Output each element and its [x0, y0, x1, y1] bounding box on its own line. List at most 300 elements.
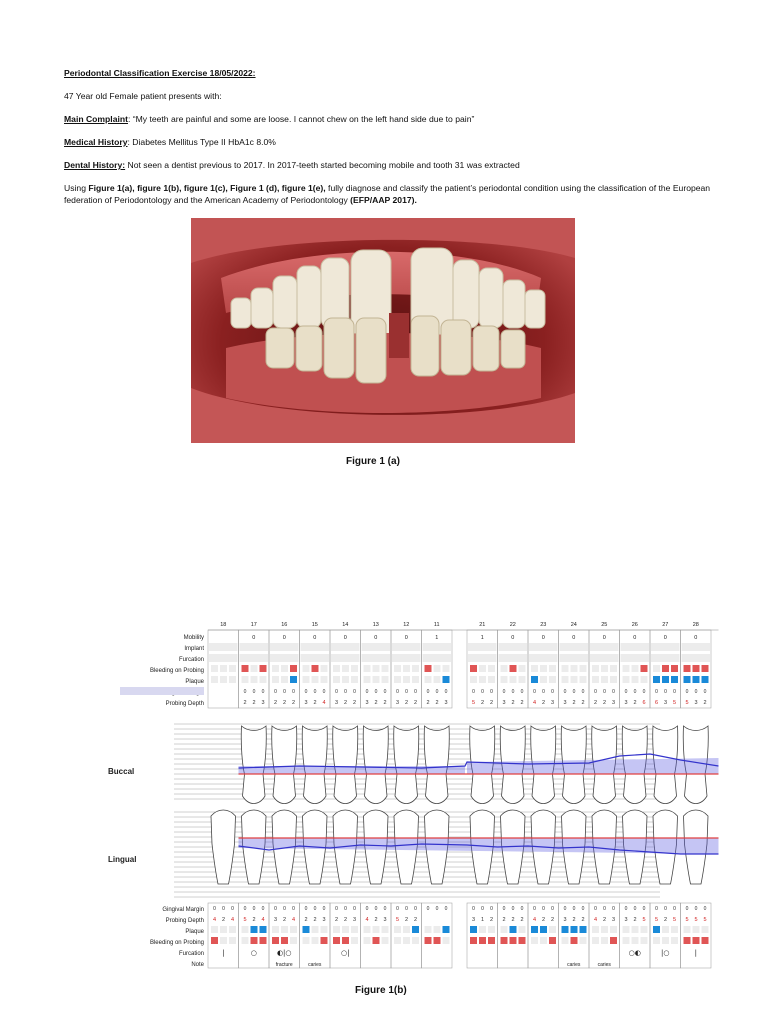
plaque-cell: [479, 676, 486, 683]
bleeding-cell: [251, 665, 258, 672]
probing-depth-value: 2: [252, 700, 256, 706]
gingival-margin-value: 0: [520, 906, 524, 912]
probing-depth-value: 2: [511, 700, 515, 706]
plaque-cell: [403, 676, 410, 683]
probing-depth-value: 3: [395, 700, 400, 706]
probing-depth-value: 2: [593, 700, 598, 706]
gingival-margin-value: 0: [633, 689, 637, 695]
gingival-margin-value: 0: [383, 689, 387, 695]
plaque-cell: [351, 676, 358, 683]
probing-depth-value: 5: [672, 917, 677, 923]
plaque-cell: [321, 676, 328, 683]
probing-depth-value: 2: [581, 917, 585, 923]
empty-cell: [240, 654, 269, 662]
upper-tooth-outline: [302, 726, 327, 804]
bleeding-cell: [540, 665, 547, 672]
probing-depth-value: 2: [541, 700, 546, 706]
bleeding-cell: [662, 665, 669, 672]
tooth-column-bottom: [208, 903, 239, 968]
probing-depth-value: 3: [563, 917, 567, 923]
gingival-margin-value: 0: [322, 689, 326, 695]
mobility-value: 0: [374, 635, 378, 641]
probing-depth-value: 2: [273, 700, 278, 706]
plaque-cell: [251, 926, 258, 933]
plaque-cell: [549, 926, 556, 933]
gingival-margin-value: 0: [405, 906, 408, 912]
plaque-cell: [272, 926, 279, 933]
plaque-cell: [443, 926, 450, 933]
probing-depth-value: 3: [352, 917, 357, 923]
gingival-margin-value: 0: [673, 906, 676, 912]
bleeding-cell: [272, 937, 279, 944]
mobility-value: 0: [282, 635, 286, 641]
probing-depth-value: 4: [322, 700, 326, 706]
gingival-margin-value: 0: [502, 906, 506, 912]
probing-depth-value: 2: [435, 700, 439, 706]
gingival-margin-value: 0: [472, 689, 475, 695]
upper-tooth-outline: [394, 726, 419, 804]
probing-depth-value: 4: [593, 917, 598, 923]
plaque-cell: [684, 926, 691, 933]
gingival-margin-value: 0: [405, 689, 408, 695]
gingival-margin-value: 0: [231, 906, 234, 912]
mobility-value: 0: [541, 635, 545, 641]
gingival-margin-value: 0: [642, 906, 646, 912]
probing-depth-value: 5: [395, 917, 400, 923]
plaque-cell: [242, 676, 249, 683]
tooth-number: 13: [372, 622, 379, 628]
probing-depth-value: 2: [221, 917, 226, 923]
tooth-column-bottom: [681, 903, 712, 968]
probing-depth-value: 3: [563, 700, 567, 706]
bleeding-cell: [562, 665, 569, 672]
gingival-margin-value: 0: [435, 906, 439, 912]
plaque-cell: [592, 926, 599, 933]
gingival-margin-value: 0: [365, 689, 369, 695]
tooth-column-bottom: [498, 903, 529, 968]
probing-depth-value: 2: [343, 700, 348, 706]
gingival-margin-value: 0: [685, 689, 689, 695]
plaque-cell: [342, 926, 349, 933]
plaque-cell: [211, 926, 218, 933]
gingival-margin-value: 0: [414, 689, 417, 695]
tooth-column-bottom: [467, 903, 498, 968]
row-label-top: Probing Depth: [165, 701, 204, 707]
tooth-column-bottom: [300, 903, 331, 968]
bleeding-cell: [531, 937, 538, 944]
probing-depth-value: 5: [471, 700, 476, 706]
furcation-value: ○|: [341, 949, 350, 957]
probing-depth-value: 3: [502, 700, 506, 706]
probing-depth-value: 4: [365, 917, 369, 923]
gingival-margin-value: 0: [344, 906, 347, 912]
plaque-cell: [531, 676, 538, 683]
probing-depth-value: 4: [532, 917, 537, 923]
plaque-cell: [601, 926, 608, 933]
note-value: caries: [597, 962, 611, 968]
plaque-cell: [641, 926, 648, 933]
gingival-margin-value: 0: [374, 906, 378, 912]
probing-depth-value: 3: [471, 917, 476, 923]
plaque-cell: [684, 676, 691, 683]
gingival-margin-value: 0: [292, 906, 295, 912]
gingival-margin-value: 0: [292, 689, 295, 695]
tooth-number: 12: [403, 622, 410, 628]
probing-depth-value: 2: [352, 700, 357, 706]
bleeding-cell: [702, 665, 709, 672]
gingival-margin-value: 0: [426, 689, 430, 695]
gingival-margin-value: 0: [353, 689, 356, 695]
gingival-margin-value: 0: [444, 689, 448, 695]
bleeding-cell: [434, 937, 441, 944]
plaque-cell: [303, 926, 310, 933]
plaque-cell: [434, 926, 441, 933]
bleeding-cell: [382, 665, 389, 672]
mobility-value: 0: [663, 635, 667, 641]
gingival-margin-value: 0: [511, 906, 515, 912]
gingival-margin-value: 0: [563, 689, 567, 695]
upper-tooth-outline: [241, 726, 266, 804]
tooth-number: 24: [570, 622, 577, 628]
probing-depth-value: 2: [304, 917, 308, 923]
empty-cell: [529, 643, 558, 651]
mobility-value: 0: [572, 635, 576, 641]
bleeding-cell: [519, 665, 526, 672]
plaque-cell: [229, 926, 236, 933]
probing-depth-value: 3: [611, 700, 616, 706]
plaque-cell: [382, 926, 389, 933]
gingival-margin-value: 0: [274, 906, 277, 912]
probing-depth-value: 5: [703, 917, 707, 923]
probing-depth-value: 3: [304, 700, 308, 706]
row-label-top: Furcation: [178, 657, 204, 663]
gingival-margin-value: 0: [472, 906, 475, 912]
gingival-margin-value: 0: [502, 689, 506, 695]
bleeding-cell: [632, 665, 639, 672]
tooth-number: 27: [662, 622, 669, 628]
bleeding-cell: [403, 665, 410, 672]
probing-depth-value: 2: [374, 917, 378, 923]
tooth-column-bottom: [559, 903, 590, 968]
plaque-cell: [425, 676, 432, 683]
tooth-column-bottom: [422, 903, 453, 968]
gingival-margin-value: 0: [703, 906, 707, 912]
bleeding-cell: [364, 665, 371, 672]
gingival-margin-value: 0: [481, 689, 484, 695]
note-value: fracture: [275, 962, 293, 968]
probing-depth-value: 2: [520, 917, 524, 923]
bleeding-cell: [470, 665, 477, 672]
bleeding-cell: [333, 665, 340, 672]
probing-depth-value: 2: [602, 700, 607, 706]
gingival-margin-value: 0: [313, 906, 317, 912]
row-label-bottom: Bleeding on Probing: [149, 940, 204, 946]
probing-depth-value: 3: [694, 700, 698, 706]
gingival-margin-value: 0: [396, 906, 399, 912]
bleeding-cell: [260, 937, 267, 944]
patient-intro: 47 Year old Female patient presents with:: [64, 91, 222, 101]
plaque-cell: [470, 926, 477, 933]
plaque-cell: [373, 926, 380, 933]
bleeding-cell: [211, 665, 218, 672]
plaque-cell: [623, 676, 630, 683]
plaque-cell: [394, 676, 401, 683]
bleeding-cell: [303, 937, 310, 944]
gingival-margin-value: 0: [435, 689, 439, 695]
instructions: Using Figure 1(a), figure 1(b), figure 1(c), Figure 1 (d), figure 1(e), fully diagnose and classify the patient’s periodontal condition using the classification of the European federation of Periodontology and the American Academy of Periodontology (EFP/AAP 2017).: [64, 183, 711, 205]
gingival-margin-value: 0: [563, 906, 567, 912]
bleeding-cell: [540, 937, 547, 944]
tooth-column-bottom: [239, 903, 270, 968]
plaque-cell: [662, 926, 669, 933]
bleeding-cell: [425, 937, 432, 944]
mobility-value: 0: [343, 635, 347, 641]
empty-cell: [423, 654, 452, 662]
plaque-cell: [519, 676, 526, 683]
bleeding-cell: [394, 665, 401, 672]
empty-cell: [590, 643, 619, 651]
probing-depth-value: 2: [511, 917, 515, 923]
bleeding-cell: [623, 937, 630, 944]
bleeding-cell: [321, 937, 328, 944]
gingival-margin-value: 0: [533, 906, 536, 912]
exercise-text: [64, 67, 714, 217]
furcation-value: |○: [661, 949, 670, 957]
probing-depth-value: 2: [602, 917, 607, 923]
bleeding-cell: [333, 937, 340, 944]
probing-depth-value: 2: [413, 700, 418, 706]
plaque-cell: [382, 676, 389, 683]
bleeding-cell: [671, 665, 678, 672]
tooth-column-bottom: [269, 903, 300, 968]
tooth-column-bottom: [528, 903, 559, 968]
plaque-cell: [479, 926, 486, 933]
gingival-margin-highlight: [120, 687, 204, 695]
probing-depth-value: 3: [322, 917, 326, 923]
gingival-margin-value: 0: [261, 689, 265, 695]
bleeding-cell: [373, 665, 380, 672]
mobility-value: 1: [435, 635, 439, 641]
plaque-cell: [610, 676, 617, 683]
bleeding-cell: [229, 665, 236, 672]
probing-depth-value: 4: [532, 700, 537, 706]
plaque-cell: [531, 926, 538, 933]
plaque-cell: [394, 926, 401, 933]
gingival-margin-value: 0: [344, 689, 347, 695]
probing-depth-value: 2: [243, 700, 247, 706]
bleeding-cell: [312, 937, 319, 944]
gingival-margin-value: 0: [542, 906, 545, 912]
gingival-margin-value: 0: [655, 689, 658, 695]
plaque-cell: [549, 676, 556, 683]
probing-depth-value: 5: [672, 700, 677, 706]
furcation-value: |: [222, 949, 225, 957]
upper-tooth-outline: [272, 726, 297, 804]
bleeding-cell: [434, 665, 441, 672]
gingival-margin-value: 0: [252, 689, 256, 695]
plaque-cell: [260, 926, 267, 933]
gingival-margin-value: 0: [581, 906, 585, 912]
plaque-cell: [653, 926, 660, 933]
plaque-cell: [220, 676, 227, 683]
bleeding-cell: [580, 665, 587, 672]
bleeding-cell: [412, 937, 419, 944]
plaque-cell: [580, 676, 587, 683]
gingival-margin-value: 0: [703, 689, 707, 695]
gingival-margin-value: 0: [490, 689, 493, 695]
bleeding-cell: [571, 665, 578, 672]
bleeding-cell: [364, 937, 371, 944]
tooth-number: 16: [281, 622, 288, 628]
plaque-cell: [510, 926, 517, 933]
plaque-cell: [342, 676, 349, 683]
probing-depth-value: 2: [282, 700, 287, 706]
probing-depth-value: 3: [550, 700, 555, 706]
row-label-top: Bleeding on Probing: [149, 668, 204, 674]
bleeding-cell: [662, 937, 669, 944]
probing-depth-value: 3: [663, 700, 668, 706]
mobility-value: 0: [602, 635, 606, 641]
bleeding-cell: [220, 665, 227, 672]
plaque-cell: [632, 926, 639, 933]
bleeding-cell: [479, 665, 486, 672]
bleeding-cell: [653, 665, 660, 672]
probing-depth-value: 2: [313, 700, 317, 706]
plaque-cell: [434, 676, 441, 683]
bleeding-cell: [382, 937, 389, 944]
mobility-value: 0: [404, 635, 408, 641]
plaque-cell: [312, 676, 319, 683]
tooth-number: 23: [540, 622, 547, 628]
gingival-margin-value: 0: [612, 906, 615, 912]
row-label-top: Mobility: [183, 635, 204, 641]
bleeding-cell: [684, 937, 691, 944]
probing-depth-value: 2: [520, 700, 524, 706]
gingival-margin-value: 0: [603, 689, 606, 695]
bleeding-cell: [403, 937, 410, 944]
probing-depth-value: 2: [703, 700, 707, 706]
empty-cell: [468, 643, 497, 651]
bleeding-cell: [671, 937, 678, 944]
bleeding-cell: [519, 937, 526, 944]
mobility-value: 0: [694, 635, 698, 641]
probing-depth-value: 1: [480, 917, 485, 923]
probing-depth-value: 2: [663, 917, 668, 923]
gingival-margin-value: 0: [252, 906, 256, 912]
plaque-cell: [693, 676, 700, 683]
empty-cell: [499, 654, 528, 662]
row-label-bottom: Note: [191, 962, 204, 968]
empty-cell: [621, 643, 650, 651]
gingival-margin-value: 0: [353, 906, 356, 912]
tooth-column-bottom: [361, 903, 392, 968]
plaque-cell: [580, 926, 587, 933]
gingival-margin-value: 0: [533, 689, 536, 695]
bleeding-cell: [549, 937, 556, 944]
bleeding-cell: [632, 937, 639, 944]
probing-depth-value: 2: [413, 917, 418, 923]
bleeding-cell: [373, 937, 380, 944]
bleeding-cell: [693, 937, 700, 944]
main-complaint: Main Complaint: “My teeth are painful and some are loose. I cannot chew on the left hand side due to pain”: [64, 114, 475, 124]
mobility-value: 0: [511, 635, 515, 641]
plaque-cell: [632, 676, 639, 683]
probing-depth-value: 3: [444, 700, 448, 706]
empty-cell: [362, 654, 391, 662]
tooth-number: 11: [433, 622, 440, 628]
probing-depth-value: 2: [374, 700, 378, 706]
bleeding-cell: [641, 937, 648, 944]
plaque-cell: [562, 926, 569, 933]
gingival-margin-value: 0: [624, 689, 628, 695]
plaque-cell: [641, 676, 648, 683]
bleeding-cell: [281, 937, 288, 944]
figure-1a-caption: Figure 1 (a): [346, 456, 400, 467]
plaque-cell: [571, 926, 578, 933]
gingival-margin-value: 0: [243, 906, 247, 912]
bleeding-cell: [623, 665, 630, 672]
plaque-cell: [242, 926, 249, 933]
gingival-margin-value: 0: [261, 906, 265, 912]
bleeding-cell: [321, 665, 328, 672]
gingival-margin-value: 0: [383, 906, 387, 912]
probing-depth-value: 5: [243, 917, 247, 923]
empty-cell: [651, 643, 680, 651]
upper-tooth-outline: [424, 726, 449, 804]
dental-history: Dental History: Not seen a dentist previous to 2017. In 2017-teeth started becoming mobile and tooth 31 was extracted: [64, 160, 520, 170]
plaque-cell: [592, 676, 599, 683]
tooth-number: 15: [311, 622, 318, 628]
bleeding-cell: [693, 665, 700, 672]
gingival-margin-value: 0: [594, 689, 597, 695]
gingival-margin-value: 0: [304, 689, 308, 695]
bleeding-cell: [290, 937, 297, 944]
probing-depth-value: 4: [291, 917, 296, 923]
tooth-column-bottom: [589, 903, 620, 968]
lower-tooth-outline: [211, 810, 236, 884]
probing-depth-value: 6: [654, 700, 659, 706]
mobility-value: 1: [480, 635, 484, 641]
bleeding-cell: [342, 937, 349, 944]
plaque-cell: [229, 676, 236, 683]
gingival-margin-value: 0: [222, 906, 225, 912]
gingival-margin-value: 0: [572, 689, 576, 695]
gingival-margin-value: 0: [694, 906, 698, 912]
bleeding-cell: [281, 665, 288, 672]
bleeding-cell: [251, 937, 258, 944]
probing-depth-value: 3: [611, 917, 616, 923]
probing-depth-value: 2: [502, 917, 506, 923]
plaque-cell: [671, 926, 678, 933]
furcation-value: |: [694, 949, 697, 957]
bleeding-cell: [242, 665, 249, 672]
gingival-margin-value: 0: [694, 689, 698, 695]
plaque-cell: [333, 926, 340, 933]
bleeding-cell: [549, 665, 556, 672]
bleeding-cell: [342, 665, 349, 672]
probing-depth-value: 2: [633, 917, 637, 923]
plaque-cell: [272, 676, 279, 683]
plaque-cell: [653, 676, 660, 683]
probing-depth-value: 2: [426, 700, 430, 706]
tooth-number: 25: [601, 622, 608, 628]
bleeding-cell: [272, 665, 279, 672]
plaque-cell: [662, 676, 669, 683]
gingival-margin-value: 0: [642, 689, 646, 695]
probing-depth-value: 2: [404, 917, 409, 923]
plaque-cell: [211, 676, 218, 683]
plaque-cell: [488, 676, 495, 683]
